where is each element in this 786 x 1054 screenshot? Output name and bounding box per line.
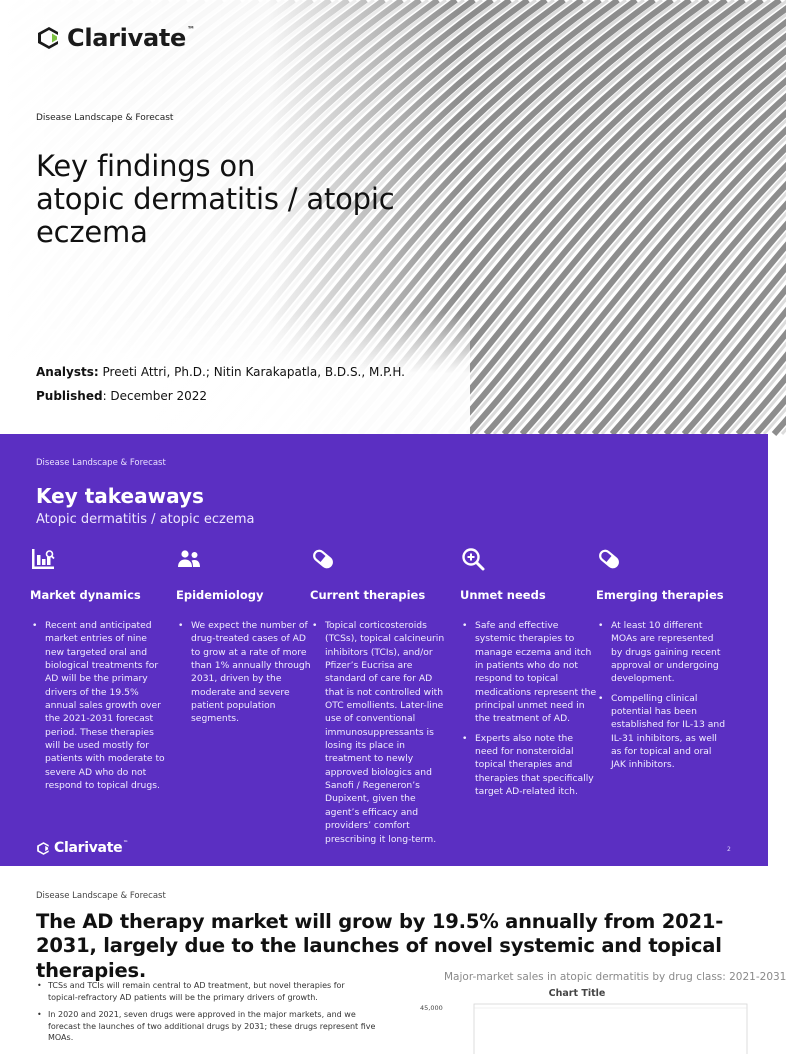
clarivate-logo[interactable] — [36, 24, 195, 52]
takeaway-heading: Unmet needs — [460, 588, 546, 602]
takeaway-bullet: • Safe and effective systemic therapies to manage eczema and itch in patients who do not respond to topical medications represent the principal unmet need in the treatment of AD. — [460, 619, 598, 726]
analysts-label: Analysts: — [36, 365, 99, 379]
chart-title: Chart Title — [548, 988, 606, 999]
takeaway-bullet: • Compelling clinical potential has been established for IL-13 and IL-31 inhibitors, as well as for topical and oral JAK inhibitors. — [596, 692, 726, 772]
takeaways-subtitle: Atopic dermatitis / atopic eczema — [36, 512, 255, 527]
takeaway-bullet: • Topical corticosteroids (TCSs), topical calcineurin inhibitors (TCIs), and/or Pfizer’s Eucrisa are standard of care for AD that is not controlled with OTC emollients. Later-line use of conventional immunosuppressants is losing its place in treatment to newly approved biologics and Sanofi / Regeneron’s Dupixent, given the agent’s efficacy and providers’ comfort prescribing it long-term. — [310, 619, 448, 846]
market-series-tag: Disease Landscape & Forecast — [36, 891, 166, 901]
chart-plot-area — [420, 1004, 748, 1054]
pill-icon — [310, 546, 336, 572]
page-number: 2 — [727, 846, 731, 853]
takeaway-emerging-therapies — [596, 546, 726, 778]
logo-wordmark: Clarivate — [67, 24, 186, 52]
takeaway-bullet: • We expect the number of drug-treated cases of AD to grow at a rate of more than 1% annually through 2031, driven by the moderate and severe patient population segments. — [176, 619, 314, 726]
footer-logo-wordmark: Clarivate — [54, 840, 123, 856]
clarivate-mark-icon — [36, 25, 62, 51]
cover-title-line-2: atopic dermatitis / atopic — [36, 181, 395, 216]
footer-logo-trademark: ™ — [123, 840, 129, 846]
logo-trademark: ™ — [187, 24, 195, 34]
cover-title-line-3: eczema — [36, 214, 148, 249]
takeaway-heading: Emerging therapies — [596, 588, 724, 602]
takeaways-title: Key takeaways — [36, 484, 204, 508]
takeaways-series-tag: Disease Landscape & Forecast — [36, 458, 166, 468]
cover-title-line-1: Key findings on — [36, 149, 256, 183]
published-line — [36, 389, 207, 403]
takeaway-bullets — [596, 619, 726, 772]
people-icon — [176, 546, 202, 572]
takeaway-bullet: • Experts also note the need for nonsteroidal topical therapies and therapies that specifically target AD-related itch. — [460, 732, 598, 799]
takeaway-bullets — [310, 619, 448, 846]
chart-heading: Major-market sales in atopic dermatitis by drug class: 2021-2031 — [444, 971, 786, 983]
takeaway-bullets — [30, 619, 168, 792]
bar-chart-icon — [30, 546, 56, 572]
pill-icon — [596, 546, 622, 572]
market-title: The AD therapy market will grow by 19.5% annually from 2021-2031, largely due to the launches of novel systemic and topical therapies. — [36, 910, 724, 982]
market-section — [0, 866, 786, 1043]
chart-frame — [474, 1004, 747, 1054]
takeaway-bullet: • At least 10 different MOAs are represented by drugs gaining recent approval or undergoing development. — [596, 619, 726, 686]
published-value: : December 2022 — [102, 389, 208, 403]
takeaway-heading: Current therapies — [310, 588, 426, 602]
cover-series-tag: Disease Landscape & Forecast — [36, 113, 174, 123]
clarivate-mark-icon — [36, 841, 51, 856]
takeaway-heading: Epidemiology — [176, 588, 264, 602]
takeaway-current-therapies — [310, 546, 448, 852]
takeaway-bullets — [460, 619, 598, 798]
published-label: Published — [36, 389, 103, 403]
key-takeaways-section — [0, 434, 768, 866]
chart-y-tick-label: 45,000 — [420, 1004, 443, 1012]
takeaway-market-dynamics — [30, 546, 168, 798]
analysts-value: Preeti Attri, Ph.D.; Nitin Karakapatla, B.D.S., M.P.H. — [98, 365, 405, 379]
takeaway-heading: Market dynamics — [30, 588, 141, 602]
takeaway-unmet-needs — [460, 546, 598, 804]
search-plus-icon — [460, 546, 486, 572]
clarivate-footer-logo[interactable] — [36, 840, 128, 856]
sales-chart — [420, 984, 748, 1044]
market-bullets — [36, 980, 376, 1050]
cover-title — [36, 150, 456, 248]
takeaway-bullet: • Recent and anticipated market entries of nine new targeted oral and biological treatments for AD will be the primary drivers of the 19.5% annual sales growth over the 2021-2031 forecast period. These therapies will be used mostly for patients with moderate to severe AD who do not respond to topical drugs. — [30, 619, 168, 792]
market-bullet: • TCSs and TCIs will remain central to AD treatment, but novel therapies for topical-refractory AD patients will be the primary drivers of growth. — [36, 980, 376, 1003]
takeaway-bullets — [176, 619, 314, 726]
analysts-line — [36, 365, 405, 379]
takeaway-epidemiology — [176, 546, 314, 732]
cover-section — [0, 0, 768, 434]
market-bullet: • In 2020 and 2021, seven drugs were approved in the major markets, and we forecast the launches of two additional drugs by 2031; these drugs represent five MOAs. — [36, 1009, 376, 1044]
